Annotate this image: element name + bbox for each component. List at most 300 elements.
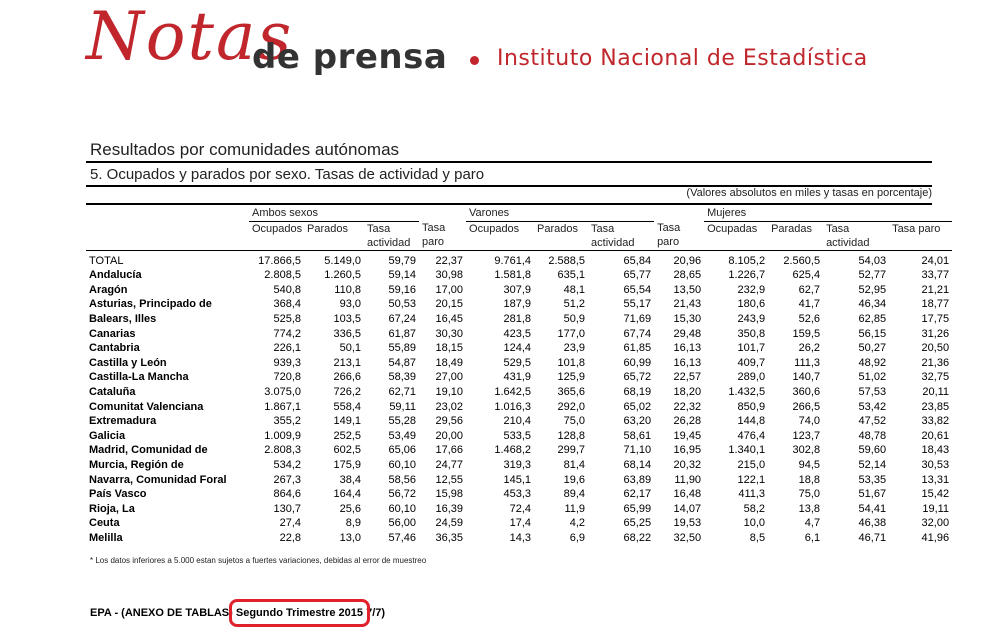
table-cell: 23,9 xyxy=(563,342,586,355)
section-title: Resultados por comunidades autónomas xyxy=(90,140,400,159)
table-cell: 534,2 xyxy=(273,458,301,471)
table-cell: 75,0 xyxy=(798,488,821,501)
table-cell: 18,49 xyxy=(435,356,464,369)
table-cell: 1.867,1 xyxy=(264,400,301,413)
table-row xyxy=(86,312,952,327)
table-cell: 14,07 xyxy=(673,502,702,515)
table-cell: 9.761,4 xyxy=(494,254,532,267)
table-cell: 21,21 xyxy=(921,283,950,296)
table-cell: 22,32 xyxy=(673,400,702,413)
table-cell: 53,42 xyxy=(858,400,887,413)
table-cell: 61,85 xyxy=(623,342,652,355)
table-cell: 17,4 xyxy=(509,517,532,530)
table-cell: 65,77 xyxy=(623,269,652,282)
table-cell: 58,2 xyxy=(743,502,766,515)
table-cell: 726,2 xyxy=(333,385,361,398)
table-cell: 58,39 xyxy=(388,371,417,384)
table-cell: 431,9 xyxy=(503,371,532,384)
table-row xyxy=(86,502,952,517)
column-header: Tasa actividad xyxy=(591,222,635,249)
table-cell: 423,5 xyxy=(503,327,532,340)
table-cell: 17,00 xyxy=(435,283,464,296)
table-row xyxy=(86,341,952,356)
region-name: Ceuta xyxy=(89,517,120,530)
table-cell: 558,4 xyxy=(333,400,361,413)
column-header: Tasa paro xyxy=(657,222,681,249)
footer-prefix: EPA - (ANEXO DE TABLAS) xyxy=(90,607,233,619)
table-cell: 55,89 xyxy=(388,342,417,355)
table-cell: 850,9 xyxy=(737,400,766,413)
table-cell: 11,9 xyxy=(564,502,586,515)
region-name: País Vasco xyxy=(89,488,147,501)
table-body xyxy=(86,250,952,545)
table-cell: 213,1 xyxy=(333,356,361,369)
table-cell: 72,4 xyxy=(509,502,532,515)
table-cell: 22,37 xyxy=(435,254,464,267)
table-cell: 1.340,1 xyxy=(728,444,766,457)
table-cell: 75,0 xyxy=(563,415,586,428)
table-cell: 15,30 xyxy=(673,312,702,325)
table-cell: 16,48 xyxy=(673,488,702,501)
table-cell: 68,19 xyxy=(623,385,652,398)
table-cell: 20,61 xyxy=(921,429,950,442)
table-row xyxy=(86,414,952,429)
region-name: Rioja, La xyxy=(89,502,135,515)
table-row xyxy=(86,458,952,473)
table-cell: 175,9 xyxy=(333,458,361,471)
table-row xyxy=(86,385,952,400)
table-cell: 128,8 xyxy=(557,429,586,442)
table-cell: 50,9 xyxy=(563,312,586,325)
table-cell: 243,9 xyxy=(737,312,766,325)
table-cell: 19,11 xyxy=(922,502,950,515)
table-cell: 18,77 xyxy=(921,298,950,311)
table-cell: 360,6 xyxy=(792,385,821,398)
table-cell: 81,4 xyxy=(563,458,586,471)
table-cell: 19,10 xyxy=(435,385,464,398)
table-cell: 62,71 xyxy=(388,385,417,398)
table-cell: 46,38 xyxy=(858,517,887,530)
table-cell: 164,4 xyxy=(333,488,361,501)
region-name: Extremadura xyxy=(89,415,157,428)
table-cell: 24,01 xyxy=(921,254,950,267)
units-note: (Valores absolutos en miles y tasas en porcentaje) xyxy=(686,187,932,199)
table-cell: 8.105,2 xyxy=(728,254,766,267)
region-name: Cantabria xyxy=(89,342,140,355)
region-name: Aragón xyxy=(89,283,128,296)
table-cell: 71,69 xyxy=(623,312,652,325)
table-cell: 140,7 xyxy=(792,371,821,384)
table-cell: 89,4 xyxy=(563,488,586,501)
table-cell: 54,87 xyxy=(388,356,417,369)
table-cell: 32,00 xyxy=(921,517,950,530)
table-cell: 22,57 xyxy=(673,371,702,384)
column-header: Ocupados xyxy=(469,222,520,235)
header-blank-cell xyxy=(419,206,466,221)
table-cell: 20,96 xyxy=(673,254,702,267)
table-cell: 26,28 xyxy=(673,415,702,428)
logo-notas: Notas xyxy=(86,0,294,75)
table-cell: 53,49 xyxy=(388,429,417,442)
column-header: Parados xyxy=(537,222,579,235)
table-cell: 16,45 xyxy=(435,312,464,325)
table-cell: 58,61 xyxy=(623,429,652,442)
table-cell: 30,30 xyxy=(435,327,464,340)
table-cell: 62,7 xyxy=(798,283,821,296)
table-cell: 111,3 xyxy=(794,356,821,369)
table-cell: 50,27 xyxy=(858,342,887,355)
table-row xyxy=(86,400,952,415)
table-cell: 65,06 xyxy=(388,444,417,457)
table-cell: 1.468,2 xyxy=(494,444,532,457)
region-name: Canarias xyxy=(89,327,136,340)
table-cell: 20,32 xyxy=(673,458,702,471)
logo-institute-name: Instituto Nacional de Estadística xyxy=(497,46,868,71)
table-cell: 36,35 xyxy=(435,531,464,544)
column-header-row xyxy=(86,221,952,250)
table-cell: 145,1 xyxy=(503,473,532,486)
table-row xyxy=(86,297,952,312)
table-cell: 1.432,5 xyxy=(728,385,766,398)
table-cell: 215,0 xyxy=(737,458,766,471)
table-cell: 67,24 xyxy=(388,312,417,325)
table-cell: 4,2 xyxy=(569,517,586,530)
table-cell: 23,02 xyxy=(435,400,464,413)
region-name: Castilla-La Mancha xyxy=(89,371,189,384)
region-name: Melilla xyxy=(89,531,123,544)
table-row xyxy=(86,356,952,371)
header-blank-cell xyxy=(654,206,704,221)
table-cell: 103,5 xyxy=(333,312,361,325)
footer-period: Segundo Trimestre 2015 xyxy=(235,607,364,619)
table-cell: 13,8 xyxy=(798,502,821,515)
table-cell: 355,2 xyxy=(273,415,301,428)
table-cell: 18,43 xyxy=(921,444,950,457)
footer-period-highlight xyxy=(236,606,363,620)
table-cell: 65,54 xyxy=(623,283,652,296)
table-cell: 307,9 xyxy=(503,283,532,296)
table-cell: 525,8 xyxy=(273,312,301,325)
table-cell: 27,00 xyxy=(435,371,464,384)
table-cell: 51,67 xyxy=(858,488,887,501)
table-cell: 302,8 xyxy=(792,444,821,457)
table-cell: 32,50 xyxy=(673,531,702,544)
table-cell: 18,20 xyxy=(673,385,702,398)
column-header: Ocupados xyxy=(252,222,303,235)
table-cell: 29,48 xyxy=(673,327,702,340)
table-cell: 52,77 xyxy=(858,269,887,282)
table-cell: 60,10 xyxy=(388,502,417,515)
table-cell: 720,8 xyxy=(273,371,301,384)
table-cell: 159,5 xyxy=(792,327,821,340)
table-cell: 187,9 xyxy=(503,298,532,311)
table-cell: 51,2 xyxy=(563,298,586,311)
table-cell: 266,5 xyxy=(792,400,821,413)
table-cell: 15,98 xyxy=(435,488,464,501)
region-name: Galicia xyxy=(89,429,126,442)
table-cell: 38,4 xyxy=(339,473,361,486)
table-cell: 2.560,5 xyxy=(783,254,821,267)
table-cell: 13,0 xyxy=(339,531,361,544)
table-cell: 52,14 xyxy=(858,458,887,471)
table-cell: 540,8 xyxy=(273,283,301,296)
table-footnote: * Los datos inferiores a 5.000 estan sujetos a fuertes variaciones, debidas al error de muestreo xyxy=(90,556,427,565)
table-row xyxy=(86,250,952,268)
table-cell: 16,95 xyxy=(673,444,702,457)
table-row xyxy=(86,268,952,283)
table-cell: 67,74 xyxy=(623,327,652,340)
table-cell: 53,35 xyxy=(858,473,887,486)
table-cell: 336,5 xyxy=(333,327,361,340)
table-cell: 60,10 xyxy=(388,458,417,471)
table-cell: 21,43 xyxy=(673,298,702,311)
table-cell: 54,03 xyxy=(858,254,887,267)
table-cell: 33,77 xyxy=(921,269,950,282)
table-cell: 11,90 xyxy=(674,473,702,486)
table-cell: 110,8 xyxy=(334,283,361,296)
table-row xyxy=(86,531,952,546)
table-cell: 350,8 xyxy=(737,327,766,340)
table-cell: 252,5 xyxy=(333,429,361,442)
group-header-row xyxy=(86,206,952,221)
table-cell: 20,15 xyxy=(435,298,464,311)
table-cell: 1.581,8 xyxy=(494,269,532,282)
table-cell: 101,7 xyxy=(737,342,766,355)
table-cell: 13,31 xyxy=(921,473,950,486)
region-name: Madrid, Comunidad de xyxy=(89,444,208,457)
table-cell: 368,4 xyxy=(273,298,301,311)
table-cell: 16,39 xyxy=(435,502,464,515)
table-cell: 4,7 xyxy=(804,517,821,530)
footer-page: 7/7) xyxy=(366,607,386,619)
table-cell: 1.009,9 xyxy=(264,429,301,442)
table-cell: 59,16 xyxy=(388,283,417,296)
region-name: Asturias, Principado de xyxy=(89,298,212,311)
table-cell: 210,4 xyxy=(503,415,532,428)
table-cell: 15,42 xyxy=(921,488,950,501)
table-cell: 56,00 xyxy=(388,517,417,530)
table-cell: 68,14 xyxy=(623,458,652,471)
table-cell: 281,8 xyxy=(503,312,532,325)
table-cell: 24,59 xyxy=(435,517,464,530)
table-cell: 21,36 xyxy=(921,356,950,369)
table-cell: 55,28 xyxy=(388,415,417,428)
table-cell: 19,6 xyxy=(563,473,586,486)
section-rule xyxy=(86,161,932,163)
table-cell: 101,8 xyxy=(557,356,586,369)
table-cell: 54,41 xyxy=(858,502,887,515)
column-header: Tasa paro xyxy=(422,222,446,249)
table-cell: 57,46 xyxy=(388,531,417,544)
table-cell: 12,55 xyxy=(435,473,464,486)
table-cell: 65,02 xyxy=(623,400,652,413)
table-row xyxy=(86,443,952,458)
table-cell: 24,77 xyxy=(435,458,464,471)
table-title: 5. Ocupados y parados por sexo. Tasas de actividad y paro xyxy=(90,166,485,183)
table-cell: 144,8 xyxy=(737,415,766,428)
table-row xyxy=(86,429,952,444)
table-cell: 864,6 xyxy=(273,488,301,501)
table-cell: 774,2 xyxy=(273,327,301,340)
table-cell: 123,7 xyxy=(792,429,821,442)
column-header: Parados xyxy=(307,222,348,235)
table-cell: 267,3 xyxy=(273,473,301,486)
column-header: Tasa paro xyxy=(892,222,941,235)
table-cell: 149,1 xyxy=(333,415,361,428)
table-cell: 58,56 xyxy=(388,473,417,486)
table-cell: 365,6 xyxy=(557,385,586,398)
table-cell: 68,22 xyxy=(623,531,652,544)
table-top-rule xyxy=(86,203,932,205)
table-cell: 94,5 xyxy=(798,458,821,471)
table-cell: 10,0 xyxy=(743,517,766,530)
table-cell: 46,71 xyxy=(858,531,887,544)
table-cell: 18,8 xyxy=(798,473,821,486)
table-cell: 8,9 xyxy=(345,517,361,530)
table-row xyxy=(86,283,952,298)
region-name: Navarra, Comunidad Foral xyxy=(89,473,227,486)
table-cell: 529,5 xyxy=(503,356,532,369)
table-cell: 2.808,5 xyxy=(264,269,301,282)
table-cell: 59,60 xyxy=(858,444,887,457)
table-cell: 48,78 xyxy=(858,429,887,442)
table-cell: 71,10 xyxy=(623,444,652,457)
table-cell: 47,52 xyxy=(858,415,887,428)
table-cell: 65,25 xyxy=(623,517,652,530)
table-cell: 46,34 xyxy=(858,298,887,311)
table-cell: 62,85 xyxy=(858,312,887,325)
table-cell: 635,1 xyxy=(557,269,586,282)
table-cell: 180,6 xyxy=(737,298,766,311)
table-cell: 63,89 xyxy=(623,473,652,486)
table-cell: 16,13 xyxy=(673,356,702,369)
table-cell: 52,6 xyxy=(798,312,821,325)
table-cell: 65,84 xyxy=(623,254,652,267)
table-cell: 50,53 xyxy=(388,298,417,311)
group-header-mujeres: Mujeres xyxy=(704,206,952,221)
table-row xyxy=(86,327,952,342)
table-cell: 56,72 xyxy=(388,488,417,501)
table-cell: 16,13 xyxy=(673,342,702,355)
table-cell: 20,00 xyxy=(435,429,464,442)
table-cell: 17,75 xyxy=(921,312,950,325)
table-cell: 52,95 xyxy=(858,283,887,296)
region-name: Comunitat Valenciana xyxy=(89,400,204,413)
table-cell: 130,7 xyxy=(273,502,301,515)
table-cell: 63,20 xyxy=(623,415,652,428)
table-cell: 30,98 xyxy=(435,269,464,282)
table-cell: 6,1 xyxy=(804,531,821,544)
table-cell: 32,75 xyxy=(921,371,950,384)
table-row xyxy=(86,516,952,531)
table-cell: 17,66 xyxy=(435,444,464,457)
table-cell: 939,3 xyxy=(273,356,301,369)
region-name: Castilla y León xyxy=(89,356,167,369)
table-cell: 28,65 xyxy=(673,269,702,282)
table-cell: 453,3 xyxy=(503,488,532,501)
table-cell: 292,0 xyxy=(557,400,586,413)
table-cell: 59,14 xyxy=(388,269,417,282)
table-cell: 33,82 xyxy=(921,415,950,428)
table-cell: 30,53 xyxy=(921,458,950,471)
table-cell: 22,8 xyxy=(279,531,301,544)
table-cell: 29,56 xyxy=(435,415,464,428)
table-cell: 20,50 xyxy=(921,342,950,355)
table-cell: 23,85 xyxy=(921,400,950,413)
table-cell: 2.808,3 xyxy=(264,444,301,457)
table-row xyxy=(86,370,952,385)
column-header: Tasa actividad xyxy=(826,222,870,249)
column-header: Paradas xyxy=(771,222,813,235)
table-cell: 14,3 xyxy=(509,531,532,544)
group-header-ambos-sexos: Ambos sexos xyxy=(249,206,419,221)
table-cell: 26,2 xyxy=(798,342,821,355)
table-cell: 20,11 xyxy=(922,385,950,398)
table-cell: 6,9 xyxy=(569,531,586,544)
table-cell: 62,17 xyxy=(623,488,652,501)
table-cell: 19,45 xyxy=(673,429,702,442)
table-cell: 2.588,5 xyxy=(548,254,586,267)
table-cell: 60,99 xyxy=(623,356,652,369)
header-blank-cell xyxy=(86,206,249,221)
table-row xyxy=(86,487,952,502)
table-cell: 3.075,0 xyxy=(264,385,301,398)
column-header: Ocupadas xyxy=(707,222,758,235)
column-header: Tasa actividad xyxy=(367,222,411,249)
region-name: Balears, Illes xyxy=(89,312,157,325)
table-cell: 411,3 xyxy=(738,488,766,501)
table-cell: 1.642,5 xyxy=(494,385,532,398)
table-cell: 48,1 xyxy=(563,283,586,296)
table-cell: 27,4 xyxy=(279,517,301,530)
table-cell: 125,9 xyxy=(557,371,586,384)
table-cell: 476,4 xyxy=(737,429,766,442)
table-cell: 41,96 xyxy=(921,531,950,544)
page-footer xyxy=(90,606,385,620)
data-table xyxy=(86,206,952,545)
table-cell: 65,72 xyxy=(623,371,652,384)
table-cell: 56,15 xyxy=(858,327,887,340)
table-cell: 48,92 xyxy=(858,356,887,369)
table-cell: 55,17 xyxy=(623,298,652,311)
table-cell: 50,1 xyxy=(339,342,361,355)
region-name: Andalucía xyxy=(89,269,142,282)
table-cell: 266,6 xyxy=(333,371,361,384)
table-cell: 177,0 xyxy=(557,327,586,340)
table-cell: 61,87 xyxy=(388,327,417,340)
table-cell: 93,0 xyxy=(339,298,361,311)
table-cell: 65,99 xyxy=(623,502,652,515)
table-cell: 74,0 xyxy=(798,415,821,428)
table-cell: 13,50 xyxy=(673,283,702,296)
table-cell: 1.016,3 xyxy=(494,400,532,413)
table-cell: 8,5 xyxy=(749,531,766,544)
table-cell: 1.260,5 xyxy=(324,269,361,282)
table-cell: 299,7 xyxy=(557,444,586,457)
table-row xyxy=(86,473,952,488)
table-cell: 122,1 xyxy=(737,473,766,486)
table-cell: 25,6 xyxy=(339,502,361,515)
table-cell: 226,1 xyxy=(273,342,301,355)
region-name: Murcia, Región de xyxy=(89,458,184,471)
table-cell: 5.149,0 xyxy=(324,254,361,267)
header-blank-cell xyxy=(86,221,249,250)
table-cell: 59,79 xyxy=(388,254,417,267)
region-name: Cataluña xyxy=(89,385,136,398)
table-cell: 625,4 xyxy=(792,269,821,282)
table-cell: 18,15 xyxy=(435,342,464,355)
logo-bullet-icon xyxy=(470,56,479,65)
